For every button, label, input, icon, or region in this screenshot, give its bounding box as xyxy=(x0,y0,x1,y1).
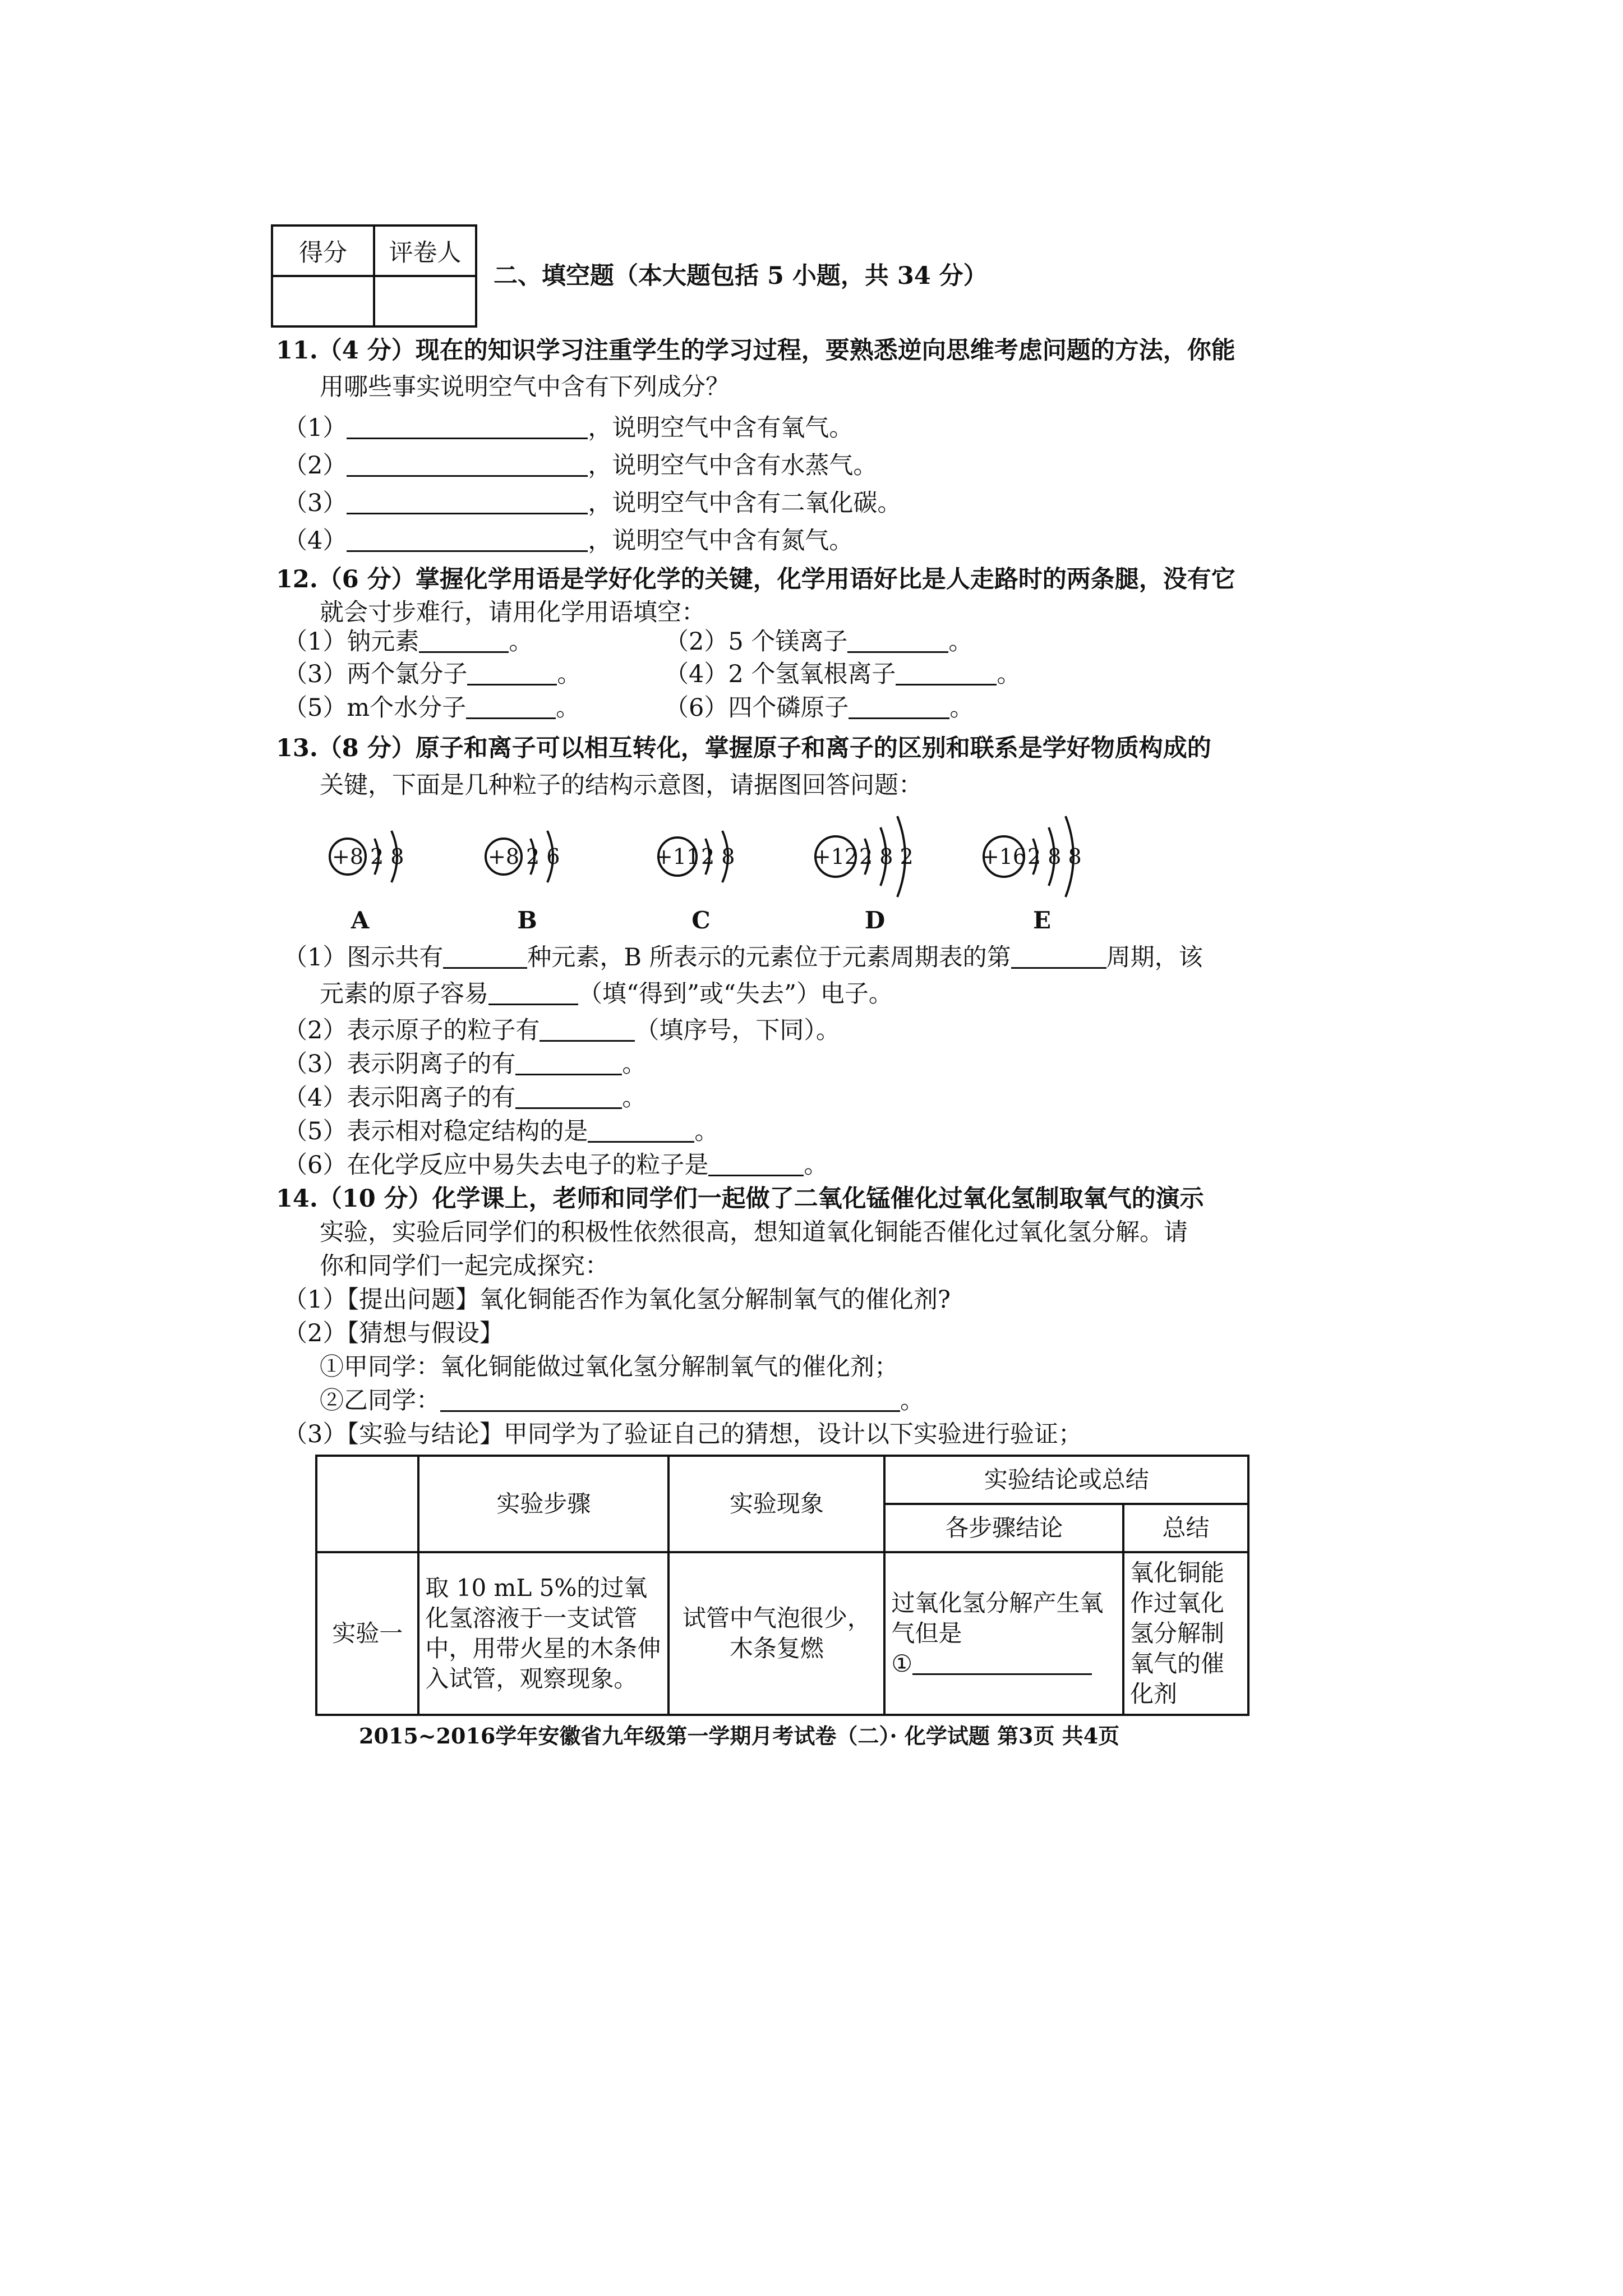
q13-part-1-cont xyxy=(320,977,893,1011)
q12-row-2a xyxy=(283,657,581,691)
nucleus-charge: +11 xyxy=(654,844,700,869)
nucleus-charge: +12 xyxy=(813,844,859,869)
q13-part-6 xyxy=(283,1148,828,1182)
nucleus-charge: +8 xyxy=(331,844,364,869)
q14-hypothesis-b xyxy=(320,1384,924,1418)
q12-label: （5）m个水分子 xyxy=(283,694,467,722)
q12-row-1a xyxy=(283,625,533,659)
q13-end: 。 xyxy=(622,1050,647,1078)
cell-summary: 氧化铜能作过氧化氢分解制氧气的催化剂 xyxy=(1123,1552,1248,1715)
q13-text: （1）图示共有 xyxy=(283,944,444,972)
score-table xyxy=(271,224,477,328)
q13-text: （填序号，下同）。 xyxy=(635,1016,840,1045)
blank-number: ① xyxy=(891,1650,913,1677)
q13-text: （5）表示相对稳定结构的是 xyxy=(283,1117,588,1145)
q11-item-num: （1） xyxy=(283,414,347,442)
answer-blank[interactable] xyxy=(419,629,509,653)
q11-item-1 xyxy=(283,411,853,445)
answer-blank[interactable] xyxy=(708,1152,804,1176)
q12-intro-2: 就会寸步难行，请用化学用语填空： xyxy=(320,599,706,627)
q12-label: （6）四个磷原子 xyxy=(665,694,849,722)
q13-part-5 xyxy=(283,1115,718,1148)
header-phenomenon: 实验现象 xyxy=(668,1456,884,1552)
q14-intro-2: 实验，实验后同学们的积极性依然很高，想知道氧化铜能否催化过氧化氢分解。请 xyxy=(320,1218,1188,1246)
answer-blank[interactable] xyxy=(588,1119,694,1143)
q14-end: 。 xyxy=(900,1387,924,1415)
grader-header: 评卷人 xyxy=(374,226,476,276)
q14-intro-1: 14.（10 分）化学课上，老师和同学们一起做了二氧化锰催化过氧化氢制取氧气的演示 xyxy=(276,1185,1204,1213)
q12-label: （4）2 个氢氧根离子 xyxy=(665,660,896,688)
cell-conclusion xyxy=(884,1552,1123,1715)
q14-step-3: （3）【实验与结论】甲同学为了验证自己的猜想，设计以下实验进行验证； xyxy=(283,1420,1082,1448)
cell-phenomenon: 试管中气泡很少，木条复燃 xyxy=(668,1552,884,1715)
answer-blank[interactable] xyxy=(347,453,588,477)
answer-blank[interactable] xyxy=(515,1051,622,1075)
shell-electrons: 2 8 xyxy=(701,844,735,869)
q14-text: ②乙同学： xyxy=(320,1387,440,1415)
nucleus-charge: +16 xyxy=(981,844,1027,869)
q12-end: 。 xyxy=(556,694,580,722)
q12-end: 。 xyxy=(509,628,533,656)
q13-text: （填“得到”或“失去”）电子。 xyxy=(578,980,893,1008)
shell-electrons: 2 8 8 xyxy=(1027,844,1082,869)
score-cell xyxy=(272,276,374,326)
answer-blank[interactable] xyxy=(466,695,556,719)
q11-item-2 xyxy=(283,449,877,482)
q14-step-1: （1）【提出问题】氧化铜能否作为氧化氢分解制氧气的催化剂? xyxy=(283,1286,951,1314)
q13-text: （3）表示阴离子的有 xyxy=(283,1050,516,1078)
q12-row-2b xyxy=(665,657,1021,691)
shell-electrons: 2 6 xyxy=(526,844,560,869)
answer-blank[interactable] xyxy=(912,1651,1092,1675)
section-title: 二、填空题（本大题包括 5 小题，共 34 分） xyxy=(494,262,988,290)
score-header: 得分 xyxy=(272,226,374,276)
diagram-label-a: A xyxy=(351,907,370,934)
shell-electrons: 2 8 2 xyxy=(859,844,914,869)
q13-intro-2: 关键，下面是几种粒子的结构示意图，请据图回答问题： xyxy=(320,771,923,799)
conclusion-text: 过氧化氢分解产生氧气但是 xyxy=(891,1589,1104,1647)
header-summary: 总结 xyxy=(1123,1504,1248,1552)
q12-row-3a xyxy=(283,691,580,725)
diagram-label-d: D xyxy=(864,907,886,934)
page-footer: 2015~2016学年安徽省九年级第一学期月考试卷（二）· 化学试题 第3页 共4页 xyxy=(359,1723,1120,1749)
q12-row-1b xyxy=(665,625,972,659)
q11-item-text: ，说明空气中含有二氧化碳。 xyxy=(588,489,902,517)
answer-blank[interactable] xyxy=(347,415,588,439)
answer-blank[interactable] xyxy=(440,1388,900,1412)
header-step-conclusion: 各步骤结论 xyxy=(884,1504,1123,1552)
q11-item-num: （4） xyxy=(283,527,347,555)
answer-blank[interactable] xyxy=(488,981,578,1005)
q11-item-3 xyxy=(283,486,901,520)
grader-cell xyxy=(374,276,476,326)
q12-row-3b xyxy=(665,691,974,725)
atom-structure-diagrams xyxy=(314,805,1155,940)
q13-part-4 xyxy=(283,1081,646,1115)
answer-blank[interactable] xyxy=(347,490,588,514)
answer-blank[interactable] xyxy=(443,945,527,969)
q11-intro-1: 11.（4 分）现在的知识学习注重学生的学习过程，要熟悉逆向思维考虑问题的方法，你能 xyxy=(276,337,1235,365)
q13-text: （6）在化学反应中易失去电子的粒子是 xyxy=(283,1151,709,1179)
table-corner-cell xyxy=(316,1456,418,1552)
header-conclusion: 实验结论或总结 xyxy=(884,1456,1248,1504)
q11-item-num: （3） xyxy=(283,489,347,517)
diagram-label-b: B xyxy=(517,907,537,934)
row-label: 实验一 xyxy=(316,1552,418,1715)
q13-end: 。 xyxy=(694,1117,719,1145)
experiment-table xyxy=(315,1455,1249,1716)
answer-blank[interactable] xyxy=(515,1085,622,1109)
q11-item-num: （2） xyxy=(283,452,347,480)
q13-end: 。 xyxy=(622,1084,647,1112)
q11-item-text: ，说明空气中含有氮气。 xyxy=(588,527,854,555)
answer-blank[interactable] xyxy=(1011,945,1106,969)
answer-blank[interactable] xyxy=(467,661,557,685)
q14-intro-3: 你和同学们一起完成探究： xyxy=(320,1252,609,1280)
q13-text: 种元素，B 所表示的元素位于元素周期表的第 xyxy=(527,944,1011,972)
answer-blank[interactable] xyxy=(540,1018,635,1042)
q11-item-text: ，说明空气中含有氧气。 xyxy=(588,414,854,442)
q12-end: 。 xyxy=(948,628,973,656)
q14-step-2: （2）【猜想与假设】 xyxy=(283,1319,504,1347)
answer-blank[interactable] xyxy=(849,695,949,719)
q13-part-3 xyxy=(283,1047,646,1081)
q13-end: 。 xyxy=(804,1151,828,1179)
q11-item-4 xyxy=(283,524,853,558)
answer-blank[interactable] xyxy=(847,629,948,653)
answer-blank[interactable] xyxy=(347,528,588,552)
nucleus-charge: +8 xyxy=(487,844,520,869)
q13-text: 元素的原子容易 xyxy=(320,980,488,1008)
header-steps: 实验步骤 xyxy=(418,1456,668,1552)
cell-steps: 取 10 mL 5%的过氧化氢溶液于一支试管中，用带火星的木条伸入试管，观察现象。 xyxy=(418,1552,668,1715)
q13-intro-1: 13.（8 分）原子和离子可以相互转化，掌握原子和离子的区别和联系是学好物质构成的 xyxy=(276,734,1211,762)
q13-text: 周期，该 xyxy=(1106,944,1203,972)
q12-label: （3）两个氯分子 xyxy=(283,660,468,688)
diagram-label-e: E xyxy=(1032,907,1052,934)
q12-intro-1: 12.（6 分）掌握化学用语是学好化学的关键，化学用语好比是人走路时的两条腿，没有它 xyxy=(276,565,1235,593)
q11-intro-2: 用哪些事实说明空气中含有下列成分？ xyxy=(320,373,730,401)
q13-text: （2）表示原子的粒子有 xyxy=(283,1016,540,1045)
shell-electrons: 2 8 xyxy=(370,844,404,869)
diagram-label-c: C xyxy=(691,907,711,934)
answer-blank[interactable] xyxy=(896,661,997,685)
q13-part-1 xyxy=(283,941,1203,974)
conclusion-blank-line xyxy=(891,1649,1117,1679)
q12-end: 。 xyxy=(949,694,974,722)
q12-label: （1）钠元素 xyxy=(283,628,419,656)
q12-end: 。 xyxy=(557,660,582,688)
q13-part-2 xyxy=(283,1014,840,1047)
q11-item-text: ，说明空气中含有水蒸气。 xyxy=(588,452,878,480)
q13-text: （4）表示阳离子的有 xyxy=(283,1084,516,1112)
q14-hypothesis-a: ①甲同学：氧化铜能做过氧化氢分解制氧气的催化剂； xyxy=(320,1353,898,1381)
q12-end: 。 xyxy=(997,660,1021,688)
q12-label: （2）5 个镁离子 xyxy=(665,628,848,656)
